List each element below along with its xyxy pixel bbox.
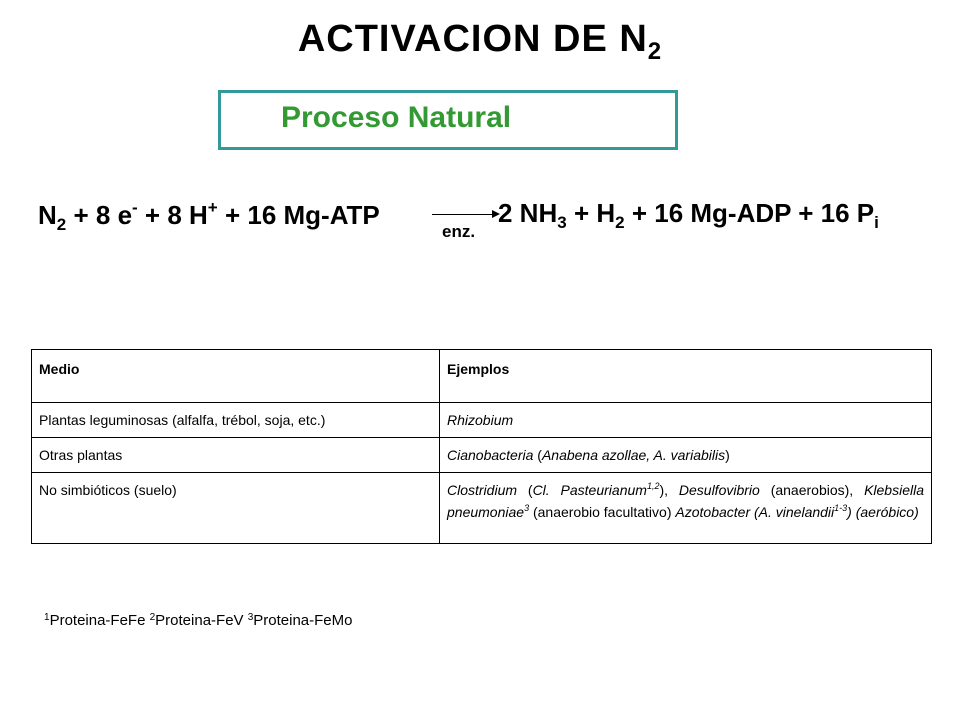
cell-medio: Plantas leguminosas (alfalfa, trébol, soja, etc.) <box>32 403 440 438</box>
cell-ejemplos <box>440 473 932 544</box>
catalyst-label: enz. <box>442 222 476 241</box>
title-text: ACTIVACION DE N <box>297 18 648 60</box>
cell-medio: No simbióticos (suelo) <box>32 473 440 544</box>
cell-ejemplos <box>440 438 932 473</box>
equation-reactants <box>38 198 380 235</box>
text-run: Cl. Pasteurianum <box>532 482 647 498</box>
cell-ejemplos <box>440 403 932 438</box>
table-row <box>32 473 932 544</box>
text-run: + 16 Mg-ADP + 16 P <box>624 198 875 228</box>
nitrogen-fixation-table <box>31 349 932 544</box>
text-run: Rhizobium <box>447 412 514 428</box>
text-run: 3 <box>524 503 530 513</box>
header-ejemplos: Ejemplos <box>440 350 932 403</box>
text-run: 2 <box>615 213 625 232</box>
text-run: + <box>207 198 218 217</box>
text-run: + 16 Mg-ATP <box>217 200 380 230</box>
text-run: + H <box>566 198 616 228</box>
text-run: ) <box>725 447 730 463</box>
text-run: (anaerobio facultativo) <box>529 504 676 520</box>
text-run: ( <box>517 482 533 498</box>
page-title <box>0 18 960 66</box>
text-run: Proteina-FeMo <box>253 612 353 629</box>
text-run: + 8 H <box>137 200 208 230</box>
reaction-arrow <box>432 214 498 215</box>
text-run: Anabena azollae, A. variabilis <box>541 447 726 463</box>
footnote <box>44 612 353 629</box>
text-run: 2 <box>149 612 156 623</box>
text-run: ), <box>659 482 679 498</box>
text-run: Desulfovibrio <box>678 482 760 498</box>
text-run: + 8 e <box>66 200 133 230</box>
table-header-row <box>32 350 932 403</box>
text-run: ) (aeróbico) <box>847 504 919 520</box>
process-label: Proceso Natural <box>281 101 512 134</box>
equation-products <box>498 198 879 233</box>
text-run: - <box>132 198 138 217</box>
text-run: Proteina-FeFe <box>49 612 150 629</box>
text-run: 1 <box>44 612 50 623</box>
text-run: Azotobacter (A. vinelandii <box>675 504 835 520</box>
text-run: 1-3 <box>834 503 848 513</box>
table-row <box>32 403 932 438</box>
text-run: Proteina-FeV <box>155 612 248 629</box>
text-run: 1,2 <box>646 481 660 491</box>
title-subscript: 2 <box>647 38 663 65</box>
text-run: 3 <box>557 213 567 232</box>
cell-medio: Otras plantas <box>32 438 440 473</box>
text-run: (anaerobios), <box>759 482 865 498</box>
header-medio: Medio <box>32 350 440 403</box>
text-run: ( <box>533 447 542 463</box>
text-run: 2 <box>56 215 67 234</box>
text-run: 3 <box>247 612 254 623</box>
text-run: Clostridium <box>447 482 518 498</box>
process-label-box <box>218 90 678 150</box>
text-run: 2 NH <box>498 198 558 228</box>
text-run: i <box>874 213 879 232</box>
text-run: N <box>38 200 57 230</box>
text-run: Klebsiella pneumoniae <box>447 482 924 520</box>
table-row <box>32 438 932 473</box>
text-run: Cianobacteria <box>447 447 534 463</box>
